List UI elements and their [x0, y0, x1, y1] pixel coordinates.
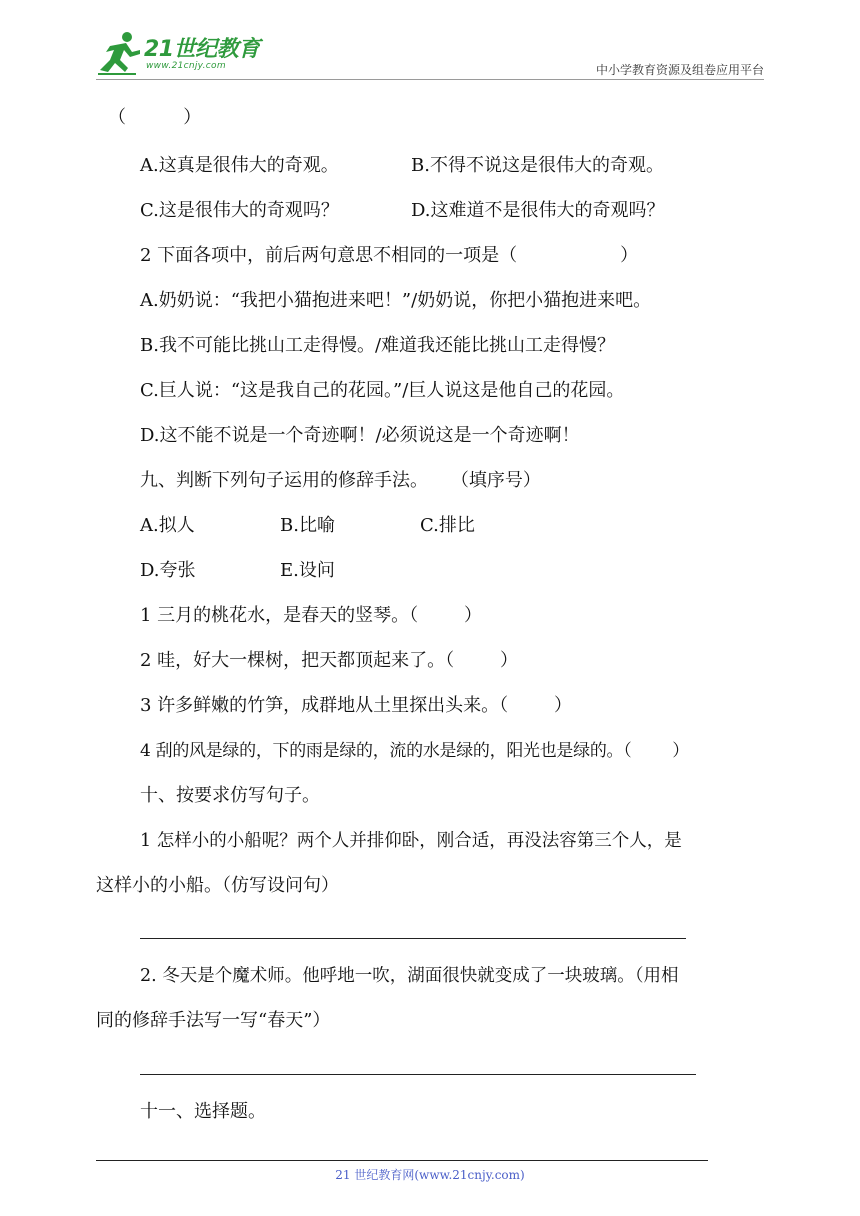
q2-option-d: D.这不能不说是一个奇迹啊！/必须说这是一个奇迹啊！	[140, 425, 580, 446]
rhetoric-e: E.设问	[280, 560, 335, 581]
section-11-heading: 十一、选择题。	[140, 1101, 266, 1122]
page-header	[0, 0, 860, 90]
sentence-3: 3 许多鲜嫩的竹笋，成群地从土里探出头来。（ ）	[140, 695, 572, 716]
site-logo[interactable]	[96, 30, 266, 80]
platform-title: 中小学教育资源及组卷应用平台	[595, 63, 764, 77]
option-d: D.这难道不是很伟大的奇观吗？	[411, 200, 665, 221]
option-c: C.这是很伟大的奇观吗？	[140, 200, 339, 221]
footer-divider	[96, 1160, 708, 1161]
logo-url: www.21cnjy.com	[146, 61, 226, 71]
answer-line-2[interactable]	[140, 1074, 696, 1075]
q2-option-a: A.奶奶说：“我把小猫抱进来吧！”/奶奶说，你把小猫抱进来吧。	[140, 290, 652, 311]
imitation-1-line1: 1 怎样小的小船呢？两个人并排仰卧，刚合适，再没法容第三个人，是	[140, 831, 682, 851]
sentence-1: 1 三月的桃花水，是春天的竖琴。（ ）	[140, 605, 482, 626]
imitation-2-line1: 2. 冬天是个魔术师。他呼地一吹，湖面很快就变成了一块玻璃。（用相	[140, 966, 679, 986]
rhetoric-d: D.夸张	[140, 560, 196, 581]
section-9-heading: 九、判断下列句子运用的修辞手法。 （填序号）	[140, 470, 541, 491]
sentence-4: 4 刮的风是绿的，下的雨是绿的，流的水是绿的，阳光也是绿的。（ ）	[140, 741, 689, 761]
sentence-2: 2 哇，好大一棵树，把天都顶起来了。（ ）	[140, 650, 518, 671]
answer-line-1[interactable]	[140, 938, 686, 939]
q2-option-b: B.我不可能比挑山工走得慢。/难道我还能比挑山工走得慢？	[140, 335, 616, 356]
question-2: 2 下面各项中，前后两句意思不相同的一项是（ ）	[140, 245, 639, 266]
footer-link[interactable]: 21 世纪教育网(www.21cnjy.com)	[335, 1168, 525, 1182]
answer-bracket: （ ）	[108, 107, 202, 128]
rhetoric-b: B.比喻	[280, 515, 335, 536]
runner-logo-icon	[96, 30, 144, 76]
option-b: B.不得不说这是很伟大的奇观。	[411, 155, 664, 176]
section-10-heading: 十、按要求仿写句子。	[140, 785, 320, 806]
imitation-1-line2: 这样小的小船。（仿写设问句）	[96, 875, 339, 896]
imitation-2-line2: 同的修辞手法写一写“春天”）	[96, 1010, 331, 1031]
rhetoric-a: A.拟人	[140, 515, 195, 536]
header-divider	[96, 79, 764, 80]
logo-text: 21世纪教育	[144, 37, 260, 62]
option-a: A.这真是很伟大的奇观。	[140, 155, 339, 176]
q2-option-c: C.巨人说：“这是我自己的花园。”/巨人说这是他自己的花园。	[140, 380, 625, 401]
rhetoric-c: C.排比	[420, 515, 475, 536]
